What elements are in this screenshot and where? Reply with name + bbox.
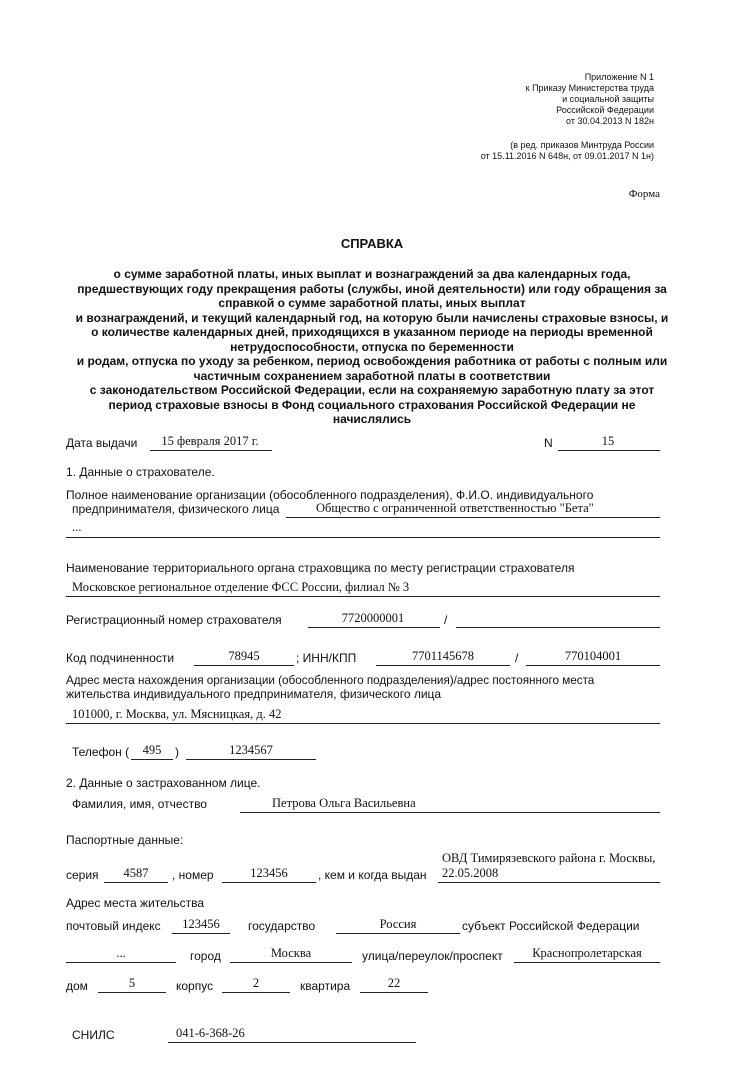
- title-line: предшествующих году прекращения работы (службы, иной деятельности) или году обращения за: [77, 281, 667, 296]
- edition-line: от 15.11.2016 N 648н, от 09.01.2017 N 1н): [480, 151, 654, 161]
- region-label: субъект Российской Федерации: [462, 919, 640, 933]
- document-title: СПРАВКА: [340, 236, 404, 251]
- territorial-body-underline: [66, 596, 660, 597]
- apartment-label: квартира: [300, 979, 351, 993]
- house-field[interactable]: 5: [128, 976, 136, 990]
- document-number-field[interactable]: 15: [601, 434, 615, 448]
- building-underline: [222, 992, 290, 993]
- inn-underline: [376, 665, 510, 666]
- document-number-underline: [558, 450, 660, 451]
- snils-field[interactable]: 041-6-368-26: [176, 1026, 245, 1040]
- edition-note: [481, 140, 654, 162]
- phone-number-underline: [186, 759, 316, 760]
- postal-code-label: почтовый индекс: [66, 919, 161, 933]
- house-label: дом: [66, 979, 88, 993]
- org-name-label-2: предпринимателя, физического лица: [72, 502, 280, 516]
- postal-code-field[interactable]: 123456: [182, 917, 220, 931]
- address-label: Адрес места нахождения организации (обособленного подразделения)/адрес постоянного места: [66, 674, 595, 687]
- org-name-underline: [286, 517, 660, 518]
- fio-label: Фамилия, имя, отчество: [72, 797, 207, 811]
- inn-kpp-label: ; ИНН/КПП: [296, 651, 357, 665]
- org-name-field[interactable]: Общество с ограниченной ответственностью "Бета": [316, 501, 594, 515]
- header-line: Приложение N 1: [584, 72, 654, 82]
- passport-number-field[interactable]: 123456: [250, 866, 288, 880]
- country-label: государство: [248, 919, 316, 933]
- title-line: о сумме заработной платы, иных выплат и вознаграждений за два календарных года,: [113, 267, 631, 281]
- form-label: Форма: [628, 188, 660, 200]
- subordination-code-underline: [194, 665, 294, 666]
- edition-line: (в ред. приказов Минтруда России: [510, 140, 654, 150]
- title-line: нетрудоспособности, отпуска по беременности: [230, 339, 514, 354]
- fio-underline: [240, 812, 660, 813]
- apartment-underline: [360, 992, 428, 993]
- issue-date-field[interactable]: 15 февраля 2017 г.: [161, 434, 259, 448]
- territorial-body-field[interactable]: Московское региональное отделение ФСС России, филиал № 3: [72, 580, 410, 594]
- snils-underline: [168, 1042, 416, 1043]
- header-line: к Приказу Министерства труда: [525, 83, 654, 93]
- phone-label: Телефон (: [72, 745, 130, 759]
- building-label: корпус: [176, 979, 214, 993]
- apartment-field[interactable]: 22: [387, 976, 401, 990]
- org-name-label: Полное наименование организации (обособленного подразделения), Ф.И.О. индивидуального: [66, 488, 594, 502]
- header-line: и социальной защиты: [562, 94, 654, 104]
- kpp-underline: [526, 665, 660, 666]
- subordination-code-field[interactable]: 78945: [228, 649, 260, 663]
- passport-series-label: серия: [66, 868, 99, 882]
- insured-section-heading: 2. Данные о застрахованном лице.: [66, 776, 261, 790]
- city-label: город: [190, 949, 221, 963]
- org-name-continuation[interactable]: ...: [72, 520, 82, 534]
- street-underline: [514, 962, 660, 963]
- city-field[interactable]: Москва: [270, 946, 312, 960]
- inn-kpp-separator: /: [515, 651, 519, 665]
- kpp-field[interactable]: 770104001: [564, 649, 622, 663]
- passport-series-field[interactable]: 4587: [123, 866, 149, 880]
- passport-series-underline: [104, 882, 168, 883]
- header-line: от 30.04.2013 N 182н: [566, 116, 654, 126]
- title-line: и вознаграждений, и текущий календарный год, на которую были начислены страховые взносы, и: [75, 310, 669, 325]
- fio-field[interactable]: Петрова Ольга Васильевна: [272, 796, 416, 810]
- inn-field[interactable]: 7701145678: [411, 649, 475, 663]
- org-name-continuation-underline: [66, 537, 660, 538]
- appendix-header: [526, 72, 654, 127]
- title-description: [60, 267, 684, 427]
- title-line: и родам, отпуска по уходу за ребенком, период освобождения работника от работы с полным или: [76, 354, 668, 368]
- insurer-section-heading: 1. Данные о страхователе.: [66, 465, 215, 479]
- reg-number-extra-underline: [456, 627, 660, 628]
- building-field[interactable]: 2: [252, 976, 260, 990]
- title-line: начислялись: [332, 412, 412, 426]
- passport-issued-underline: [438, 882, 660, 883]
- phone-code-field[interactable]: 495: [142, 743, 162, 757]
- address-field[interactable]: 101000, г. Москва, ул. Мясницкая, д. 42: [72, 707, 282, 721]
- issue-date-label: Дата выдачи: [66, 436, 138, 450]
- title-line: частичным сохранением заработной платы в соответствии: [193, 368, 551, 383]
- passport-issued-line: ОВД Тимирязевского района г. Москвы,: [442, 851, 656, 865]
- passport-issued-line: 22.05.2008: [442, 866, 499, 880]
- address-label-2: жительства индивидуального предпринимателя, физического лица: [66, 687, 442, 701]
- address-underline: [66, 723, 660, 724]
- subordination-code-label: Код подчиненности: [66, 651, 175, 665]
- title-line: с законодательством Российской Федерации, если на сохраняемую заработную плату за этот: [89, 383, 655, 397]
- reg-number-separator: /: [444, 613, 448, 627]
- passport-number-label: , номер: [172, 868, 214, 882]
- passport-label: Паспортные данные:: [66, 833, 184, 847]
- header-line: Российской Федерации: [556, 105, 654, 115]
- residence-label: Адрес места жительства: [66, 896, 205, 910]
- passport-number-underline: [222, 882, 316, 883]
- reg-number-label: Регистрационный номер страхователя: [66, 613, 282, 627]
- phone-code-close: ): [175, 745, 179, 759]
- city-underline: [230, 962, 352, 963]
- house-underline: [98, 992, 166, 993]
- title-line: период страховые взносы в Фонд социального страхования Российской Федерации не: [108, 397, 636, 412]
- street-field[interactable]: Краснопролетарская: [532, 946, 642, 960]
- passport-issued-label: , кем и когда выдан: [318, 868, 427, 882]
- snils-label: СНИЛС: [72, 1028, 115, 1042]
- street-label: улица/переулок/проспект: [362, 949, 503, 963]
- territorial-body-label: Наименование территориального органа страховщика по месту регистрации страхователя: [66, 561, 575, 575]
- phone-code-underline: [131, 759, 173, 760]
- document-number-label: N: [544, 436, 553, 450]
- postal-code-underline: [172, 933, 230, 934]
- title-line: о количестве календарных дней, приходящихся в указанном периоде на периоды временной: [91, 325, 653, 339]
- title-line: справкой о сумме заработной платы, иных выплат: [218, 296, 526, 310]
- issue-date-underline: [150, 450, 272, 451]
- phone-number-field[interactable]: 1234567: [229, 743, 273, 757]
- country-field[interactable]: Россия: [379, 917, 417, 931]
- region-underline: [66, 962, 176, 963]
- passport-issued-field[interactable]: [442, 851, 655, 881]
- region-field[interactable]: ...: [116, 946, 126, 960]
- reg-number-underline: [308, 627, 440, 628]
- reg-number-field[interactable]: 7720000001: [341, 611, 405, 625]
- country-underline: [336, 933, 460, 934]
